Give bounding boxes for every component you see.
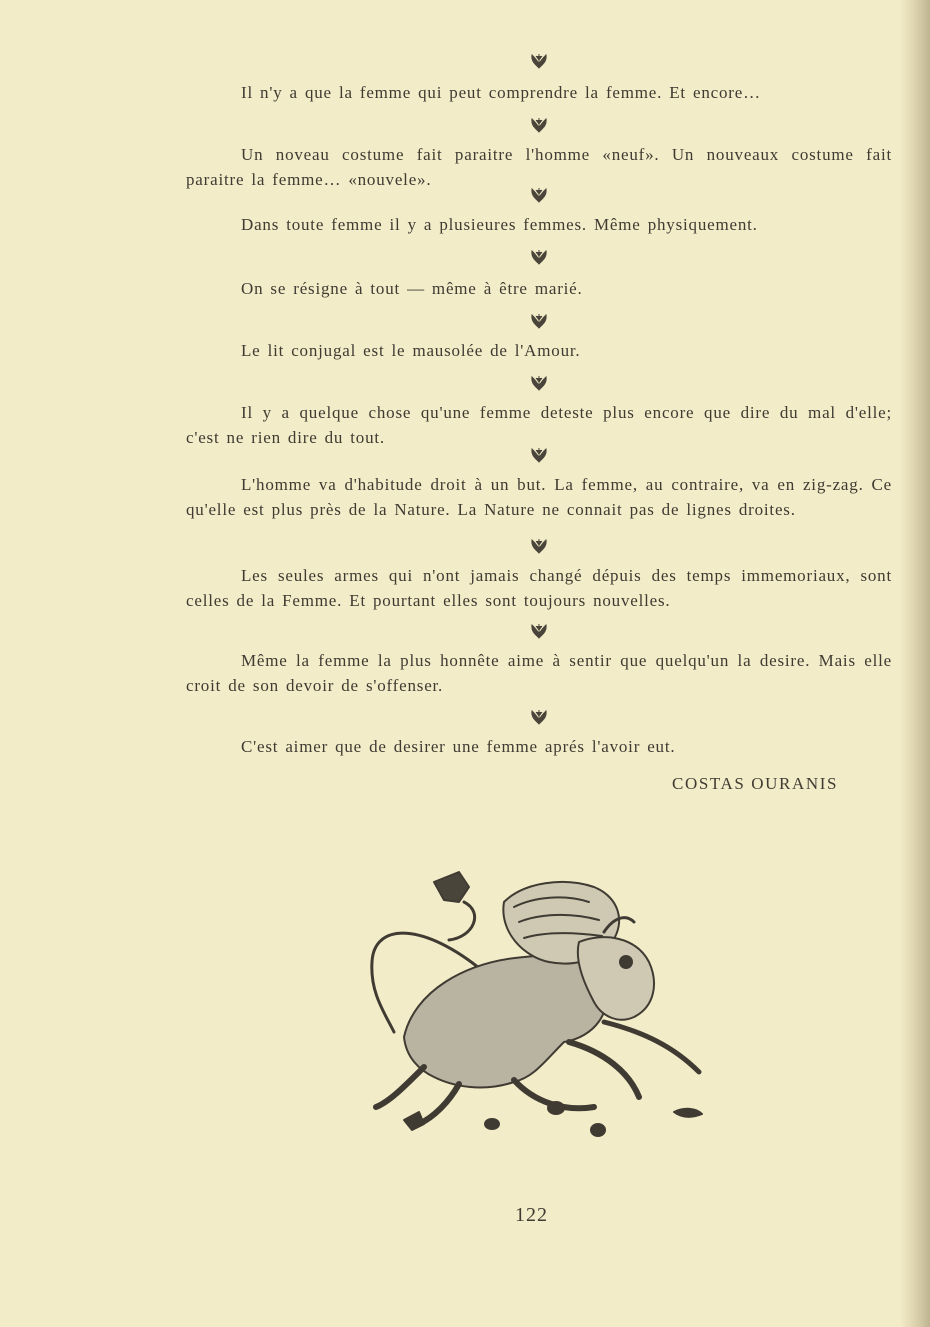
page-number: 122 (515, 1204, 548, 1226)
aphorism-5: Le lit conjugal est le mausolée de l'Amour. (241, 341, 581, 360)
fleuron-icon (529, 116, 549, 134)
lion-bull-illustration-icon (364, 862, 714, 1142)
aphorism-6: Il y a quelque chose qu'une femme deteste plus encore que dire du mal d'elle; c'est ne rien dire du tout. (186, 403, 892, 447)
author-signature: COSTAS OURANIS (672, 774, 839, 793)
aphorism-10: C'est aimer que de desirer une femme aprés l'avoir eut. (241, 737, 676, 756)
fleuron-icon (529, 374, 549, 392)
aphorism-7: L'homme va d'habitude droit à un but. La femme, au contraire, va en zig-zag. Ce qu'elle est plus près de la Nature. La Nature ne connait pas de lignes droites. (186, 475, 892, 519)
aphorism-4: On se résigne à tout — même à être marié. (241, 279, 583, 298)
aphorism-1: Il n'y a que la femme qui peut comprendre la femme. Et encore… (241, 83, 761, 102)
fleuron-icon (529, 186, 549, 204)
fleuron-icon (529, 622, 549, 640)
fleuron-icon (529, 248, 549, 266)
fleuron-icon (529, 708, 549, 726)
fleuron-icon (529, 52, 549, 70)
fleuron-icon (529, 312, 549, 330)
fleuron-icon (529, 446, 549, 464)
aphorism-9: Même la femme la plus honnête aime à sentir que quelqu'un la desire. Mais elle croit de son devoir de s'offenser. (186, 651, 892, 695)
fleuron-icon (529, 537, 549, 555)
aphorism-2: Un noveau costume fait paraitre l'homme «neuf». Un nouveaux costume fait paraitre la femme… «nouvele». (186, 145, 892, 189)
aphorism-3: Dans toute femme il y a plusieures femmes. Même physiquement. (241, 215, 758, 234)
aphorism-8: Les seules armes qui n'ont jamais changé dépuis des temps immemoriaux, sont celles de la Femme. Et pourtant elles sont toujours nouvelles. (186, 566, 892, 610)
